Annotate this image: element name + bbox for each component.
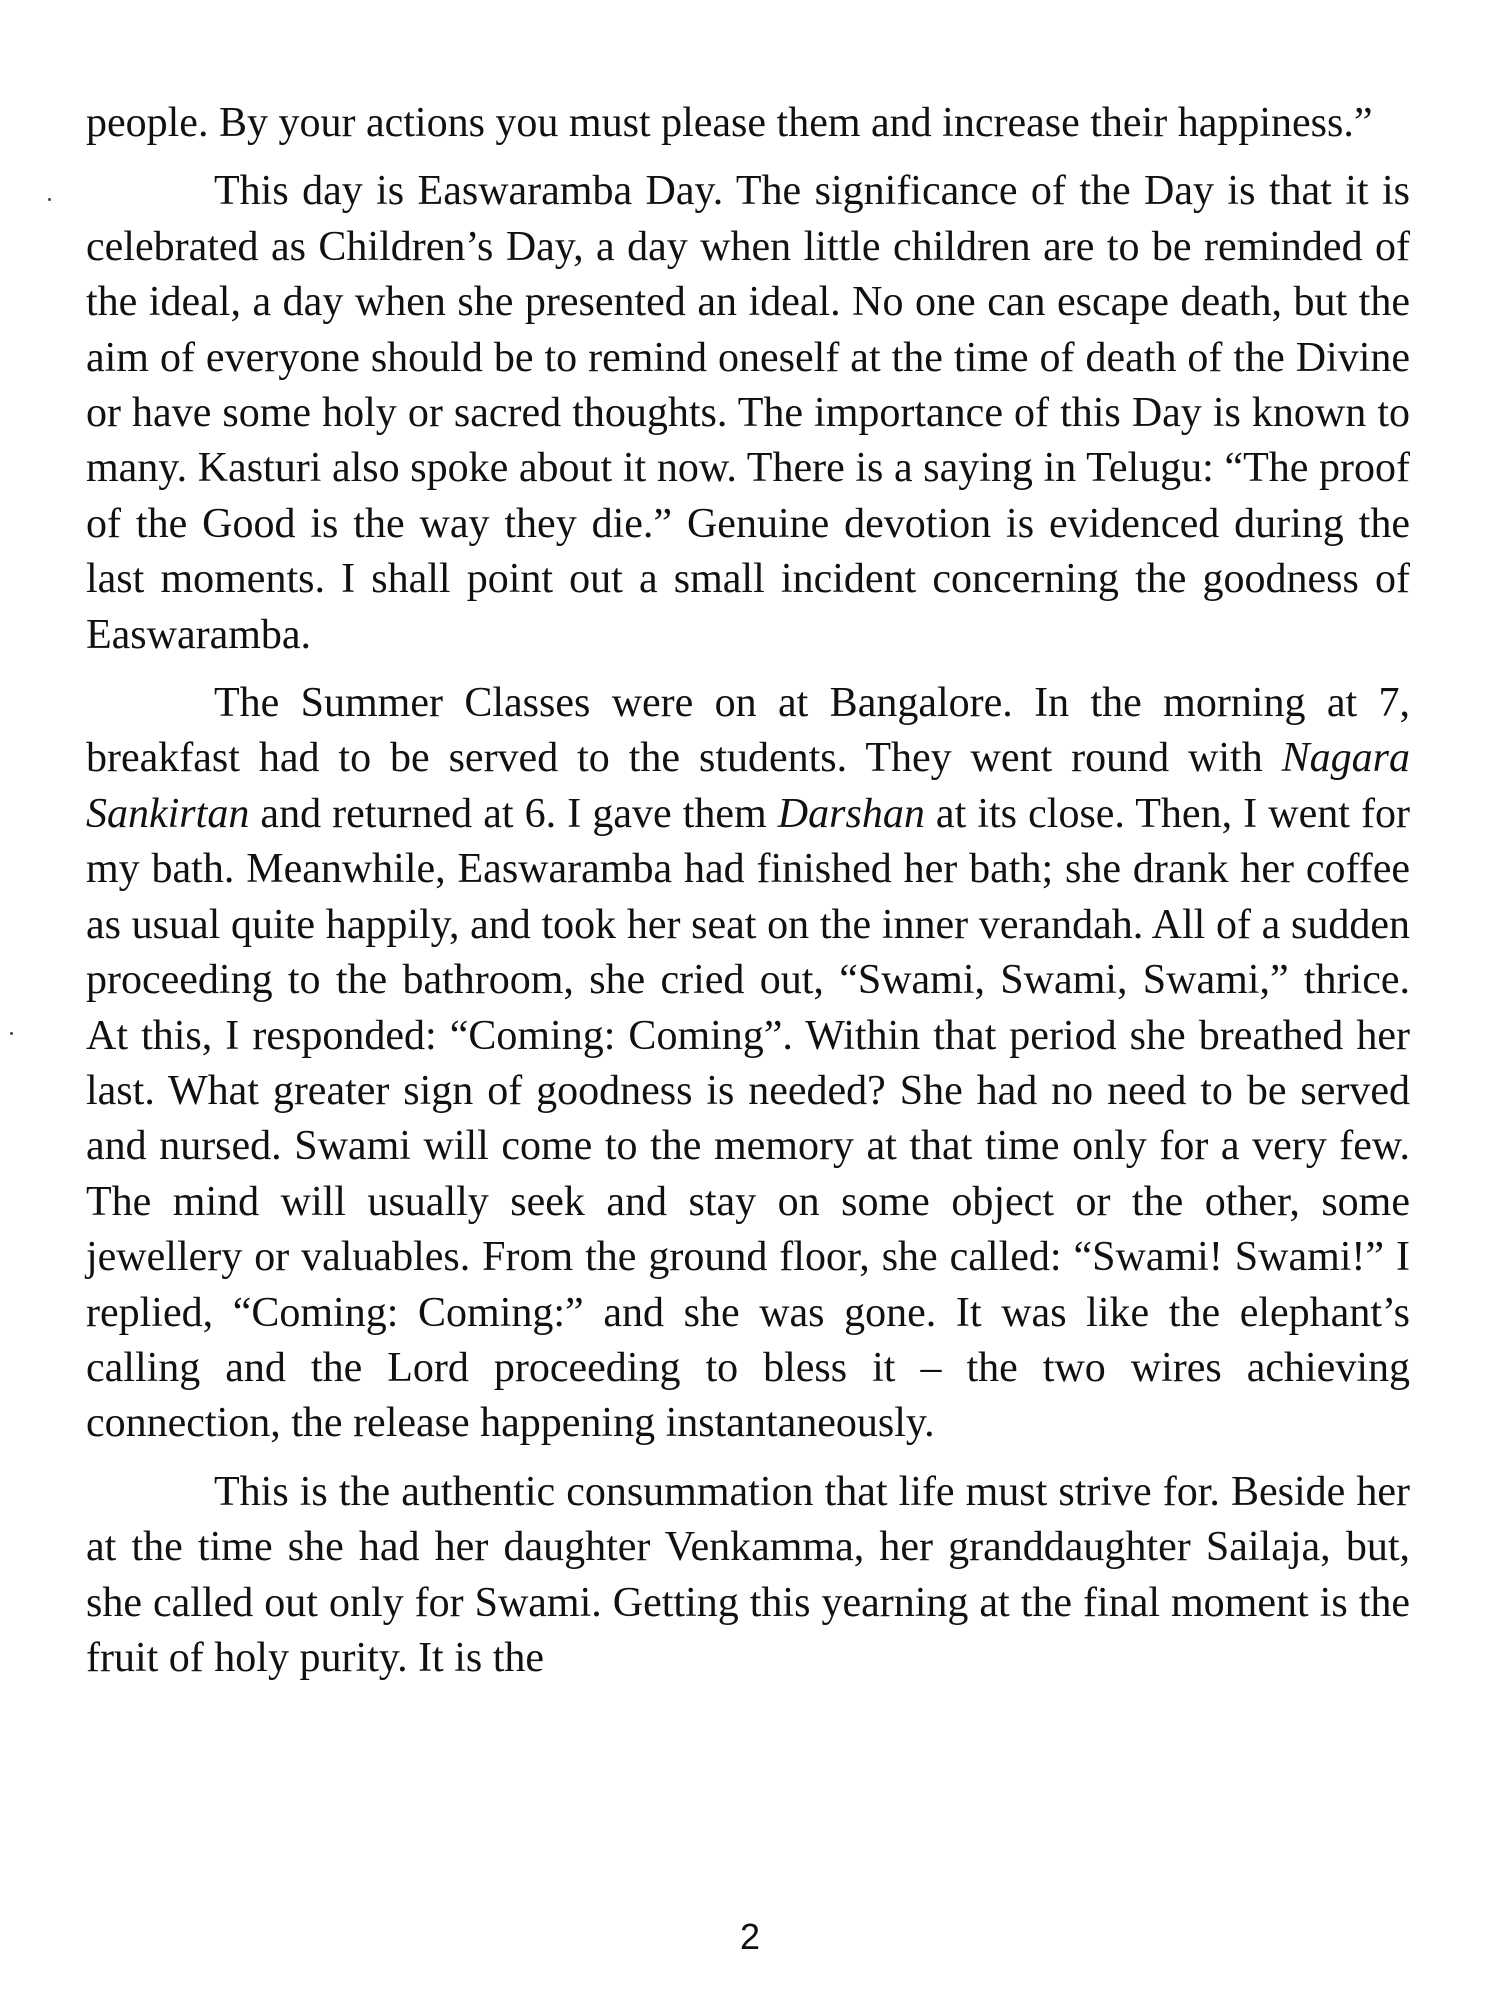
scan-speck [48, 198, 51, 201]
paragraph-3-text-c: at its close. Then, I went for my bath. Meanwhile, Easwaramba had finished her bath; she drank her coffee as usual quite happily, and took her seat on the inner verandah. All of a sudden proceeding to the bathroom, she cried out, “Swami, Swami, Swami,” thrice. At this, I responded: “Coming: Coming”. Within that period she breathed her last. What greater sign of goodness is needed? She had no need to be served and nursed. Swami will come to the memory at that time only for a very few. The mind will usually seek and stay on some object or the other, some jewellery or valuables. From the ground floor, she called: “Swami! Swami!” I replied, “Coming: Coming:” and she was gone. It was like the elephant’s calling and the Lord proceeding to bless it – the two wires achieving connection, the release happening instantaneously. [86, 790, 1410, 1447]
paragraph-1-text: people. By your actions you must please them and increase their happiness.” [86, 100, 1373, 146]
paragraph-2 [86, 164, 1410, 663]
paragraph-3-italic-darshan: Darshan [777, 790, 925, 837]
paragraph-3 [86, 676, 1410, 1452]
paragraph-3-text-a: The Summer Classes were on at Bangalore. In the morning at 7, breakfast had to be served to the students. They went round with [86, 680, 1410, 782]
paragraph-3-text-b: and returned at 6. I gave them [249, 790, 778, 837]
paragraph-3-italic-nagara-sankirtan: Nagara Sankirtan [86, 735, 1410, 837]
paragraph-4 [86, 1465, 1410, 1687]
paragraph-2-text: This day is Easwaramba Day. The significance of the Day is that it is celebrated as Children’s Day, a day when little children are to be reminded of the ideal, a day when she presented an ideal. No one can escape death, but the aim of everyone should be to remind oneself at the time of death of the Divine or have some holy or sacred thoughts. The importance of this Day is known to many. Kasturi also spoke about it now. There is a saying in Telugu: “The proof of the Good is the way they die.” Genuine devotion is evidenced during the last moments. I shall point out a small incident concerning the goodness of Easwaramba. [86, 168, 1410, 658]
paragraph-1 [86, 96, 1410, 151]
page-number: 2 [739, 1916, 761, 1957]
paragraph-4-text: This is the authentic consummation that life must strive for. Beside her at the time she had her daughter Venkamma, her granddaughter Sailaja, but, she called out only for Swami. Getting this yearning at the final moment is the fruit of holy purity. It is the [86, 1468, 1410, 1681]
body-text [86, 96, 1410, 1686]
scan-speck [10, 1032, 13, 1035]
